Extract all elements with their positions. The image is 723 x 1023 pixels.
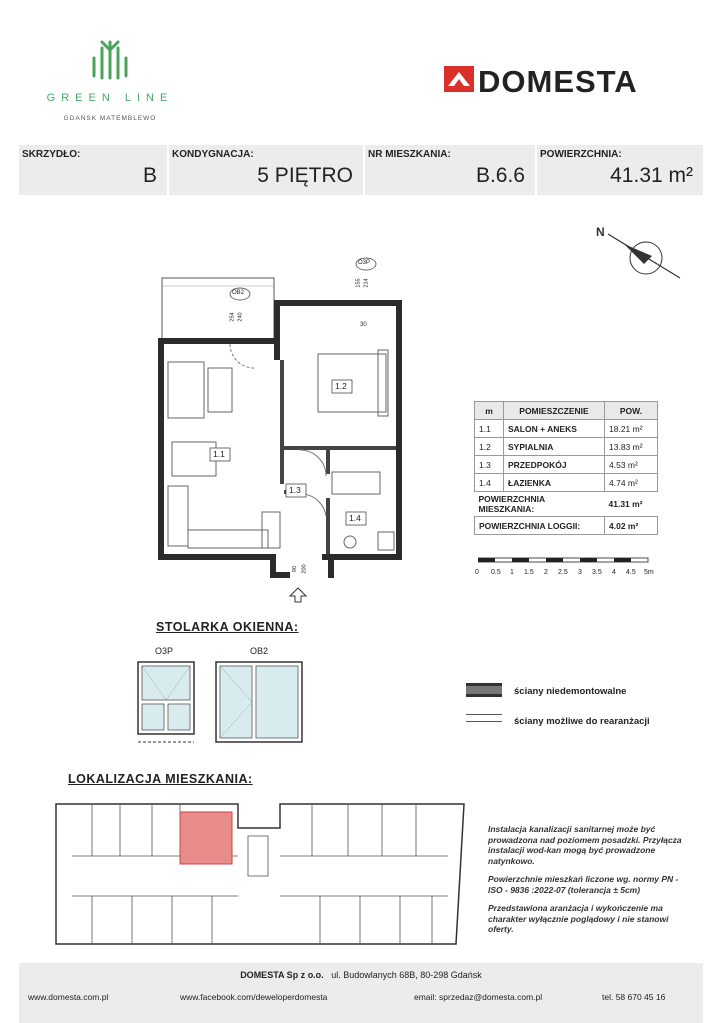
footer-phone: tel. 58 670 45 16 — [602, 992, 666, 1002]
legend-wall-fixed-swatch — [466, 683, 502, 697]
col-room: POMIESZCZENIE — [504, 402, 605, 420]
table-row — [475, 474, 658, 492]
scale-tick: 0 — [475, 569, 479, 576]
dim-o3p-top: 155 — [355, 278, 362, 288]
scale-tick: 5m — [644, 569, 654, 576]
room-number: 1.3 — [475, 456, 504, 474]
total-area-value: 41.31 m² — [608, 499, 643, 509]
apartment-info-strip — [19, 145, 703, 195]
room-name: PRZEDPOKÓJ — [504, 456, 605, 474]
loggia-row — [475, 517, 658, 535]
room-area: 4.53 m² — [605, 456, 658, 474]
room-number: 1.1 — [475, 420, 504, 438]
scale-tick: 0.5 — [491, 569, 501, 576]
total-area-label: POWIERZCHNIA MIESZKANIA: — [478, 494, 545, 514]
room-name: ŁAZIENKA — [504, 474, 605, 492]
scale-bar — [474, 553, 664, 581]
rooms-table — [474, 401, 658, 535]
svg-text:N: N — [596, 225, 605, 239]
scale-tick: 1 — [510, 569, 514, 576]
apartment-number-cell — [365, 145, 537, 195]
dim-door-bottom: 200 — [301, 564, 308, 574]
floor-label: KONDYGNACJA: — [172, 149, 254, 160]
room-1-4-label: 1.4 — [349, 513, 361, 523]
window-ob2-label: OB2 — [250, 646, 269, 656]
footer-address: ul. Budowlanych 68B, 80-298 Gdańsk — [331, 970, 482, 980]
apartment-number-value: B.6.6 — [475, 164, 525, 187]
floor-value: 5 PIĘTRO — [257, 164, 353, 187]
table-row — [475, 438, 658, 456]
area-value: 41.31 m² — [610, 164, 693, 187]
domesta-wordmark: DOMESTA — [478, 64, 638, 99]
total-row — [475, 492, 658, 517]
room-area: 13.83 m² — [605, 438, 658, 456]
window-o3p-drawing — [136, 660, 196, 746]
window-o3p-label: O3P — [155, 646, 174, 656]
note-installation: Instalacja kanalizacji sanitarnej może być prowadzona nad poziomem posadzki. Przyłącza instalacji wod-kan mogą być prowadzone natynkowo. — [488, 824, 682, 866]
footer-facebook-link[interactable]: www.facebook.com/deweloperdomesta — [180, 992, 328, 1002]
apartment-number-label: NR MIESZKANIA: — [368, 149, 451, 160]
footer-email-link[interactable]: email: sprzedaz@domesta.com.pl — [414, 992, 543, 1002]
col-area: POW. — [605, 402, 658, 420]
scale-tick: 2 — [544, 569, 548, 576]
north-arrow-icon — [594, 222, 694, 292]
rooms-table-header — [475, 402, 658, 420]
footer-website-link[interactable]: www.domesta.com.pl — [28, 992, 109, 1002]
disclaimer-notes — [488, 824, 693, 943]
dim-ob2-top: 254 — [229, 312, 236, 322]
dim-door-top: 90 — [292, 565, 299, 573]
room-1-1-label: 1.1 — [213, 449, 225, 459]
greenline-logo — [88, 38, 132, 82]
dim-ob2-bottom: 240 — [237, 312, 244, 322]
floor-plan — [150, 250, 410, 605]
location-building-plan — [52, 800, 472, 948]
greenline-subtitle: GDAŃSK MATEMBLEWO — [63, 115, 157, 122]
scale-tick: 4.5 — [626, 569, 636, 576]
domesta-logo-icon — [444, 66, 474, 92]
footer-company: DOMESTA Sp z o.o. — [240, 970, 324, 980]
room-area: 4.74 m² — [605, 474, 658, 492]
floor-cell — [169, 145, 365, 195]
room-area: 18.21 m² — [605, 420, 658, 438]
wing-cell — [19, 145, 169, 195]
windows-title: STOLARKA OKIENNA: — [156, 620, 299, 634]
scale-tick: 2.5 — [558, 569, 568, 576]
scale-tick: 3 — [578, 569, 582, 576]
area-label: POWIERZCHNIA: — [540, 149, 622, 160]
footer-company-line — [19, 970, 703, 980]
room-1-3-label: 1.3 — [289, 485, 301, 495]
room-name: SALON + ANEKS — [504, 420, 605, 438]
note-illustrative: Przedstawiona aranżacja i wykończenie ma charakter wyłącznie poglądowy i nie stanowi oferty. — [488, 903, 669, 934]
legend-wall-fixed: ściany niedemontowalne — [514, 686, 627, 697]
note-area-standard: Powierzchnie mieszkań liczone wg. normy PN - ISO - 9836 :2022-07 (tolerancja ± 5cm) — [488, 874, 679, 895]
location-title: LOKALIZACJA MIESZKANIA: — [68, 772, 253, 786]
window-ob2-drawing — [214, 660, 304, 744]
room-number: 1.2 — [475, 438, 504, 456]
room-name: SYPIALNIA — [504, 438, 605, 456]
col-number: m — [475, 402, 504, 420]
loggia-area-label: POWIERZCHNIA LOGGII: — [475, 517, 605, 535]
scale-tick: 1.5 — [524, 569, 534, 576]
legend-wall-removable: ściany możliwe do rearanżacji — [514, 716, 650, 727]
wing-value: B — [142, 164, 157, 187]
area-cell — [537, 145, 703, 195]
window-tag-ob2: OB2 — [232, 290, 245, 296]
scale-tick: 4 — [612, 569, 616, 576]
room-number: 1.4 — [475, 474, 504, 492]
room-1-2-label: 1.2 — [335, 381, 347, 391]
table-row — [475, 420, 658, 438]
wing-label: SKRZYDŁO: — [22, 149, 81, 160]
scale-tick: 3.5 — [592, 569, 602, 576]
greenline-leaf-icon — [88, 38, 132, 82]
greenline-brand: GREEN LINE — [46, 92, 174, 104]
dim-small: 30 — [360, 322, 367, 328]
compass — [594, 222, 694, 292]
table-row — [475, 456, 658, 474]
window-tag-o3p: O3P — [358, 260, 371, 266]
dim-o3p-bottom: 214 — [363, 278, 370, 288]
legend-wall-removable-swatch — [466, 714, 502, 722]
loggia-area-value: 4.02 m² — [605, 517, 658, 535]
